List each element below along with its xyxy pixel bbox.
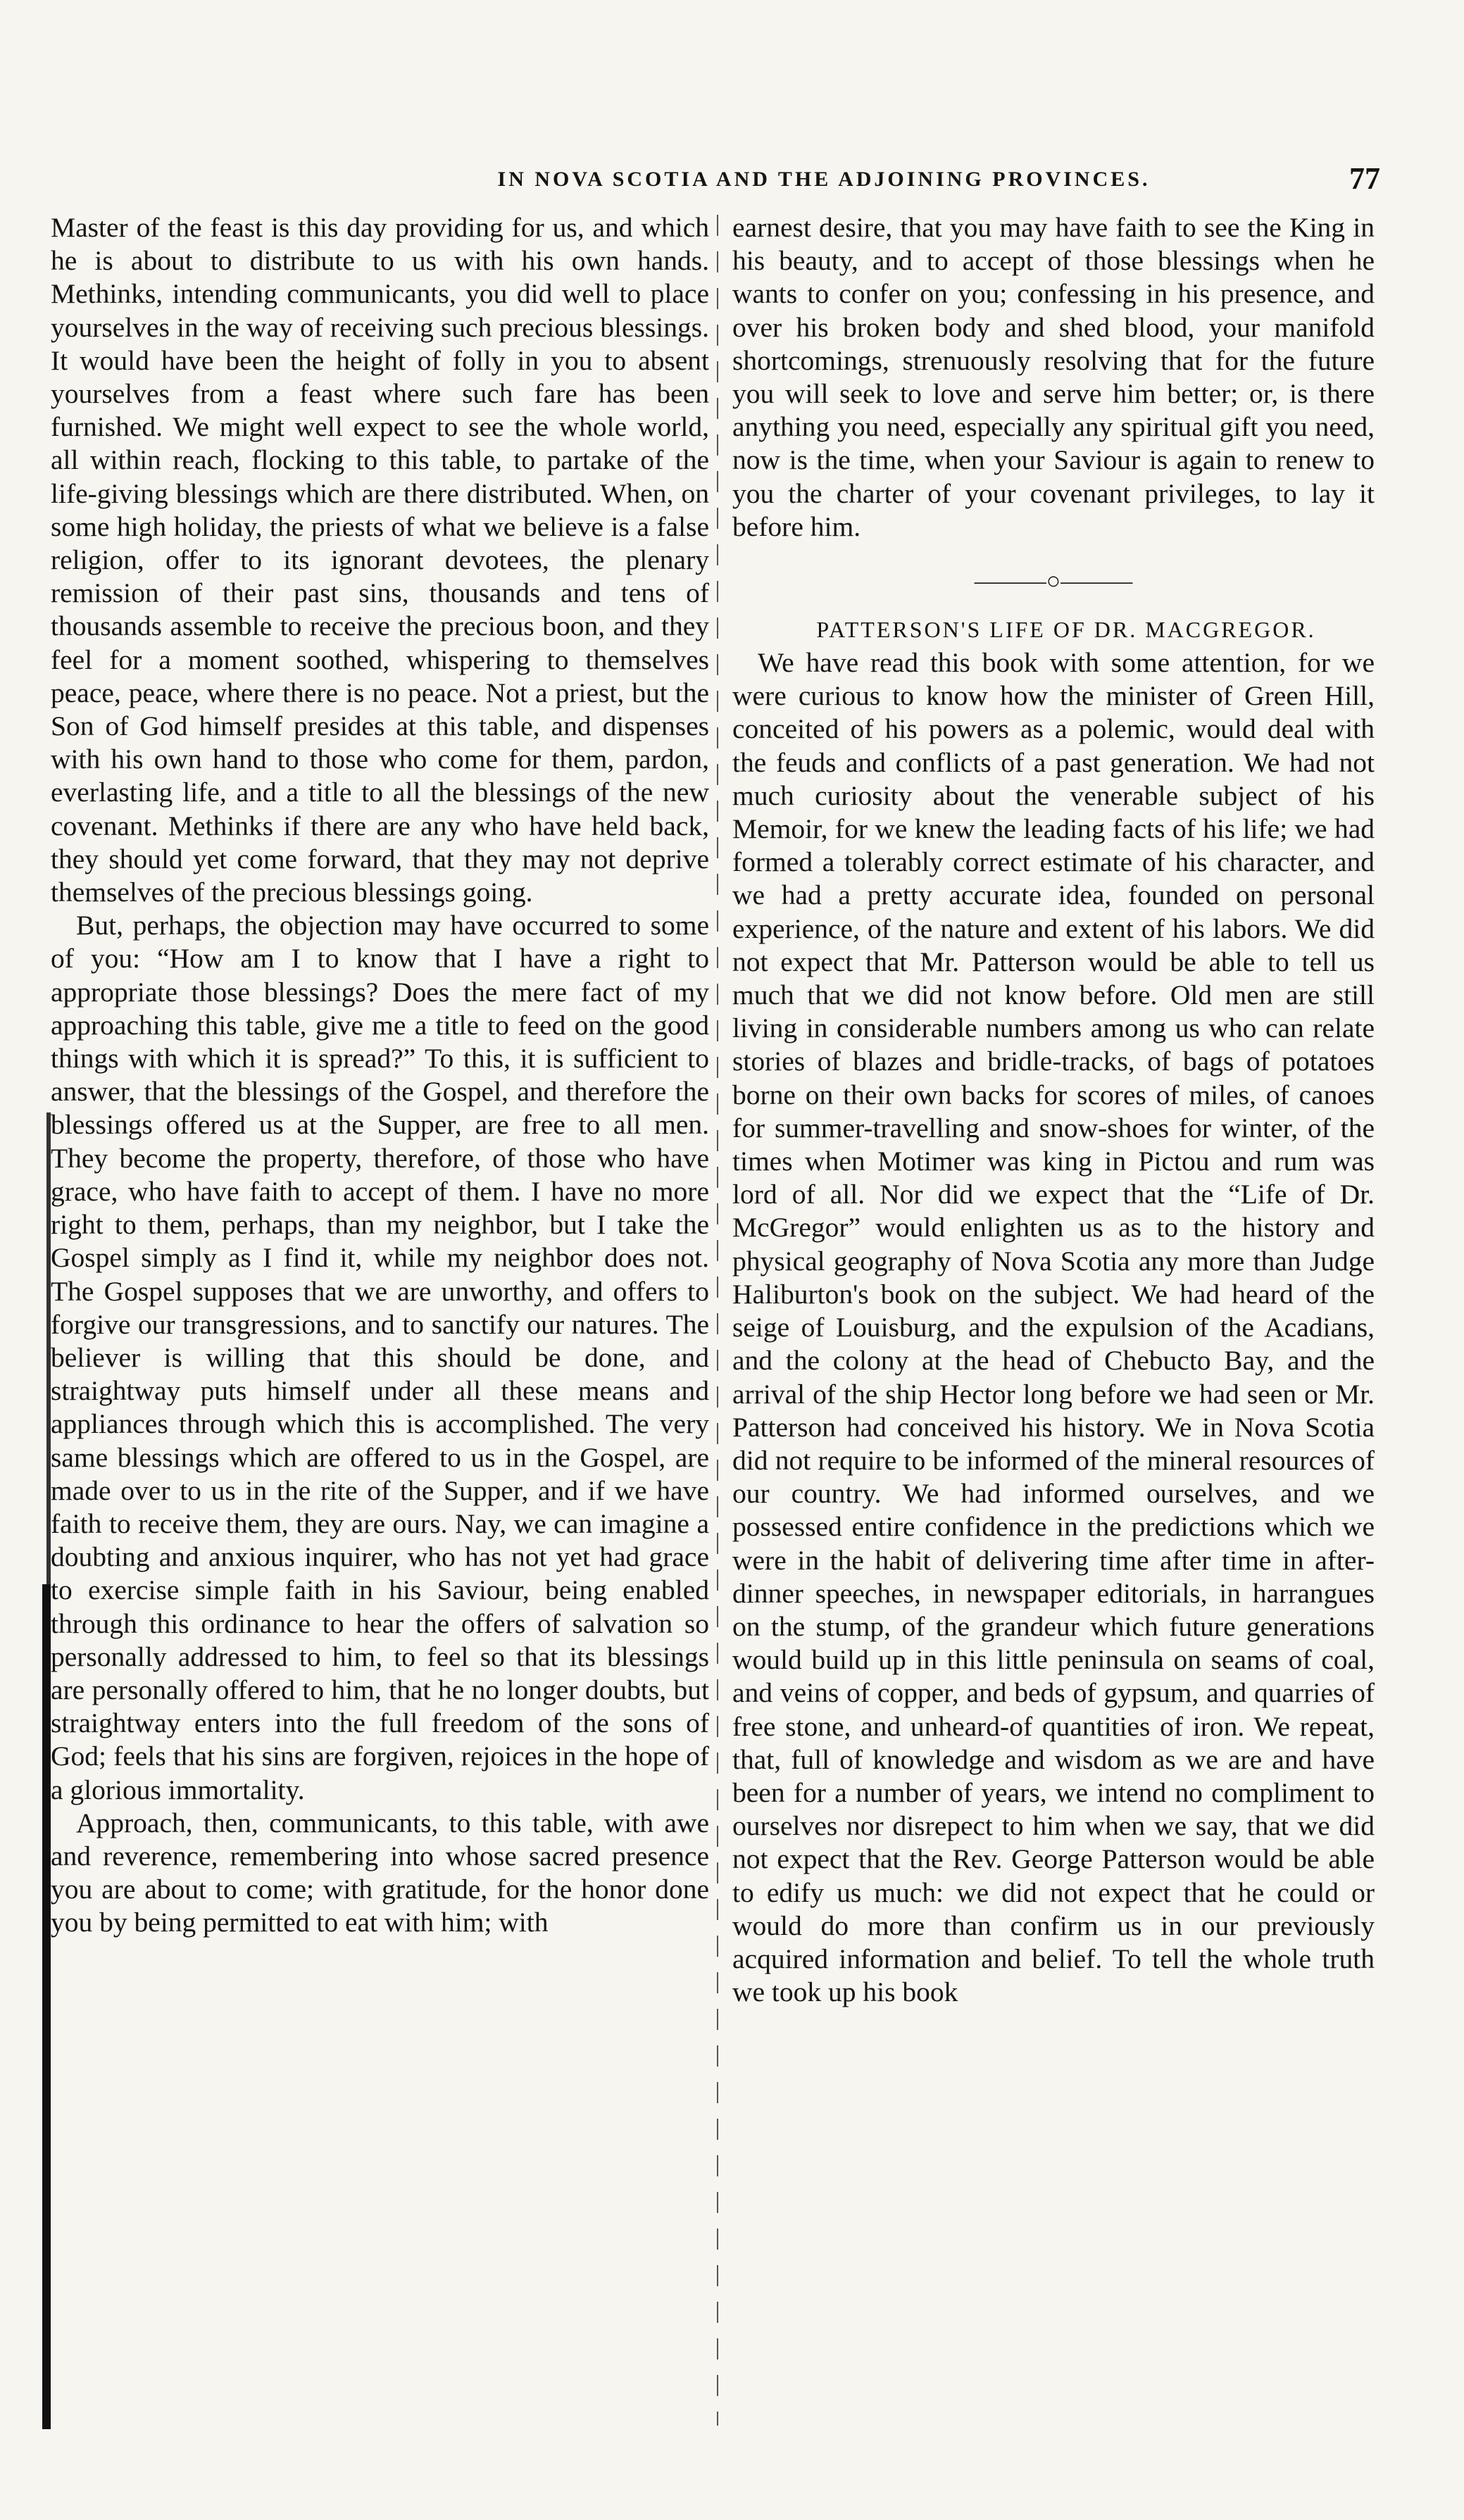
paragraph-continued: earnest desire, that you may have faith to see the King in his beauty, and to accept of those blessings when he wants to confer on you; confessing in his presence, and over his broken body and shed blood, your manifold shortcomings, strenuously resolving that for the future you will seek to love and serve him better; or, is there anything you need, especially any spiritual gift you need, now is the time, when your Saviour is again to renew to you the charter of your covenant privileges, to lay it before him. bbox=[732, 212, 1375, 542]
page-number: 77 bbox=[1349, 161, 1380, 196]
section-title: PATTERSON'S LIFE OF DR. MACGREGOR. bbox=[816, 617, 1316, 643]
left-column bbox=[51, 211, 709, 1940]
column-divider bbox=[717, 215, 718, 2426]
running-header: IN NOVA SCOTIA AND THE ADJOINING PROVINCES. bbox=[497, 168, 1151, 191]
right-column bbox=[732, 211, 1375, 2009]
paragraph-review: We have read this book with some attention, for we were curious to know how the minister of Green Hill, conceited of his powers as a polemic, would deal with the feuds and conflicts of a past generation. We had not much curiosity about the venerable subject of his Memoir, for we knew the leading facts of his life; we had formed a tolerably correct estimate of his character, and we had a pretty accurate idea, founded on personal experience, of the nature and extent of his labors. We did not expect that Mr. Patterson would be able to tell us much that we did not know before. Old men are still living in considerable numbers among us who can relate stories of blazes and bridle-tracks, of bags of potatoes borne on their own backs for scores of miles, of canoes for summer-travelling and snow-shoes for winter, of the times when Motimer was king in Pictou and rum was lord of all. Nor did we expect that the “Life of Dr. McGregor” would enlighten us as to the history and physical geography of Nova Scotia any more than Judge Haliburton's book on the subject. We had heard of the seige of Louisburg, and the expulsion of the Acadians, and the colony at the head of Chebucto Bay, and the arrival of the ship Hector long before we had seen or Mr. Patterson had conceived his history. We in Nova Scotia did not require to be informed of the mineral resources of our country. We had informed ourselves, and we possessed entire confidence in the predictions which we were in the habit of delivering time after time in after-dinner speeches, in newspaper editorials, in harrangues on the stump, of the grandeur which future generations would build up in this little peninsula on seams of coal, and veins of copper, and beds of gypsum, and quarries of free stone, and unheard-of quantities of iron. We repeat, that, full of knowledge and wisdom as we are and have been for a number of years, we intend no compliment to ourselves nor disrepect to him when we say, that we did not expect that the Rev. George Patterson would be able to edify us much: we did not expect that he could or would do more than confirm us in our previously acquired information and belief. To tell the whole truth we took up his book bbox=[732, 647, 1375, 2008]
section-ornament: ———○——— bbox=[974, 568, 1133, 595]
paragraph-objection: But, perhaps, the objection may have occurred to some of you: “How am I to know that I have a right to appropriate those blessings? Does the mere fact of my approaching this table, give me a title to feed on the good things with which it is spread?” To this, it is sufficient to answer, that the blessings of the Gospel, and therefore the blessings offered us at the Supper, are free to all men. They become the property, therefore, of those who have grace, who have faith to accept of them. I have no more right to them, perhaps, than my neighbor, but I take the Gospel simply as I find it, while my neighbor does not. The Gospel supposes that we are unworthy, and offers to forgive our transgressions, and to sanctify our natures. The believer is willing that this should be done, and straightway puts himself under all these means and appliances through which this is accomplished. The very same blessings which are offered to us in the Gospel, are made over to us in the rite of the Supper, and if we have faith to receive them, they are ours. Nay, we can imagine a doubting and anxious inquirer, who has not yet had grace to exercise simple faith in his Saviour, being enabled through this ordinance to hear the offers of salvation so personally addressed to him, to feel so that its blessings are personally offered to him, that he no longer doubts, but straightway enters into the full freedom of the sons of God; feels that his sins are forgiven, rejoices in the hope of a glorious immortality. bbox=[51, 910, 709, 1805]
paragraph-feast: Master of the feast is this day providing for us, and which he is about to distribute to us with his own hands. Methinks, intending communicants, you did well to place yourselves in the way of receiving such precious blessings. It would have been the height of folly in you to absent yourselves from a feast where such fare has been furnished. We might well expect to see the whole world, all within reach, flocking to this table, to partake of the life-giving blessings which are there distributed. When, on some high holiday, the priests of what we believe is a false religion, offer to its ignorant devotees, the plenary remission of their past sins, thousands and tens of thousands assemble to receive the precious boon, and they feel for a moment soothed, whispering to themselves peace, peace, where there is no peace. Not a priest, but the Son of God himself presides at this table, and dispenses with his own hand to those who come for them, pardon, everlasting life, and a title to all the blessings of the new covenant. Methinks if there are any who have held back, they should yet come forward, that they may not deprive themselves of the precious blessings going. bbox=[51, 212, 709, 908]
paragraph-approach: Approach, then, communicants, to this table, with awe and reverence, remembering into whose sacred presence you are about to come; with gratitude, for the honor done you by being permitted to eat with him; with bbox=[51, 1807, 709, 1938]
binding-shadow bbox=[42, 1584, 51, 2429]
